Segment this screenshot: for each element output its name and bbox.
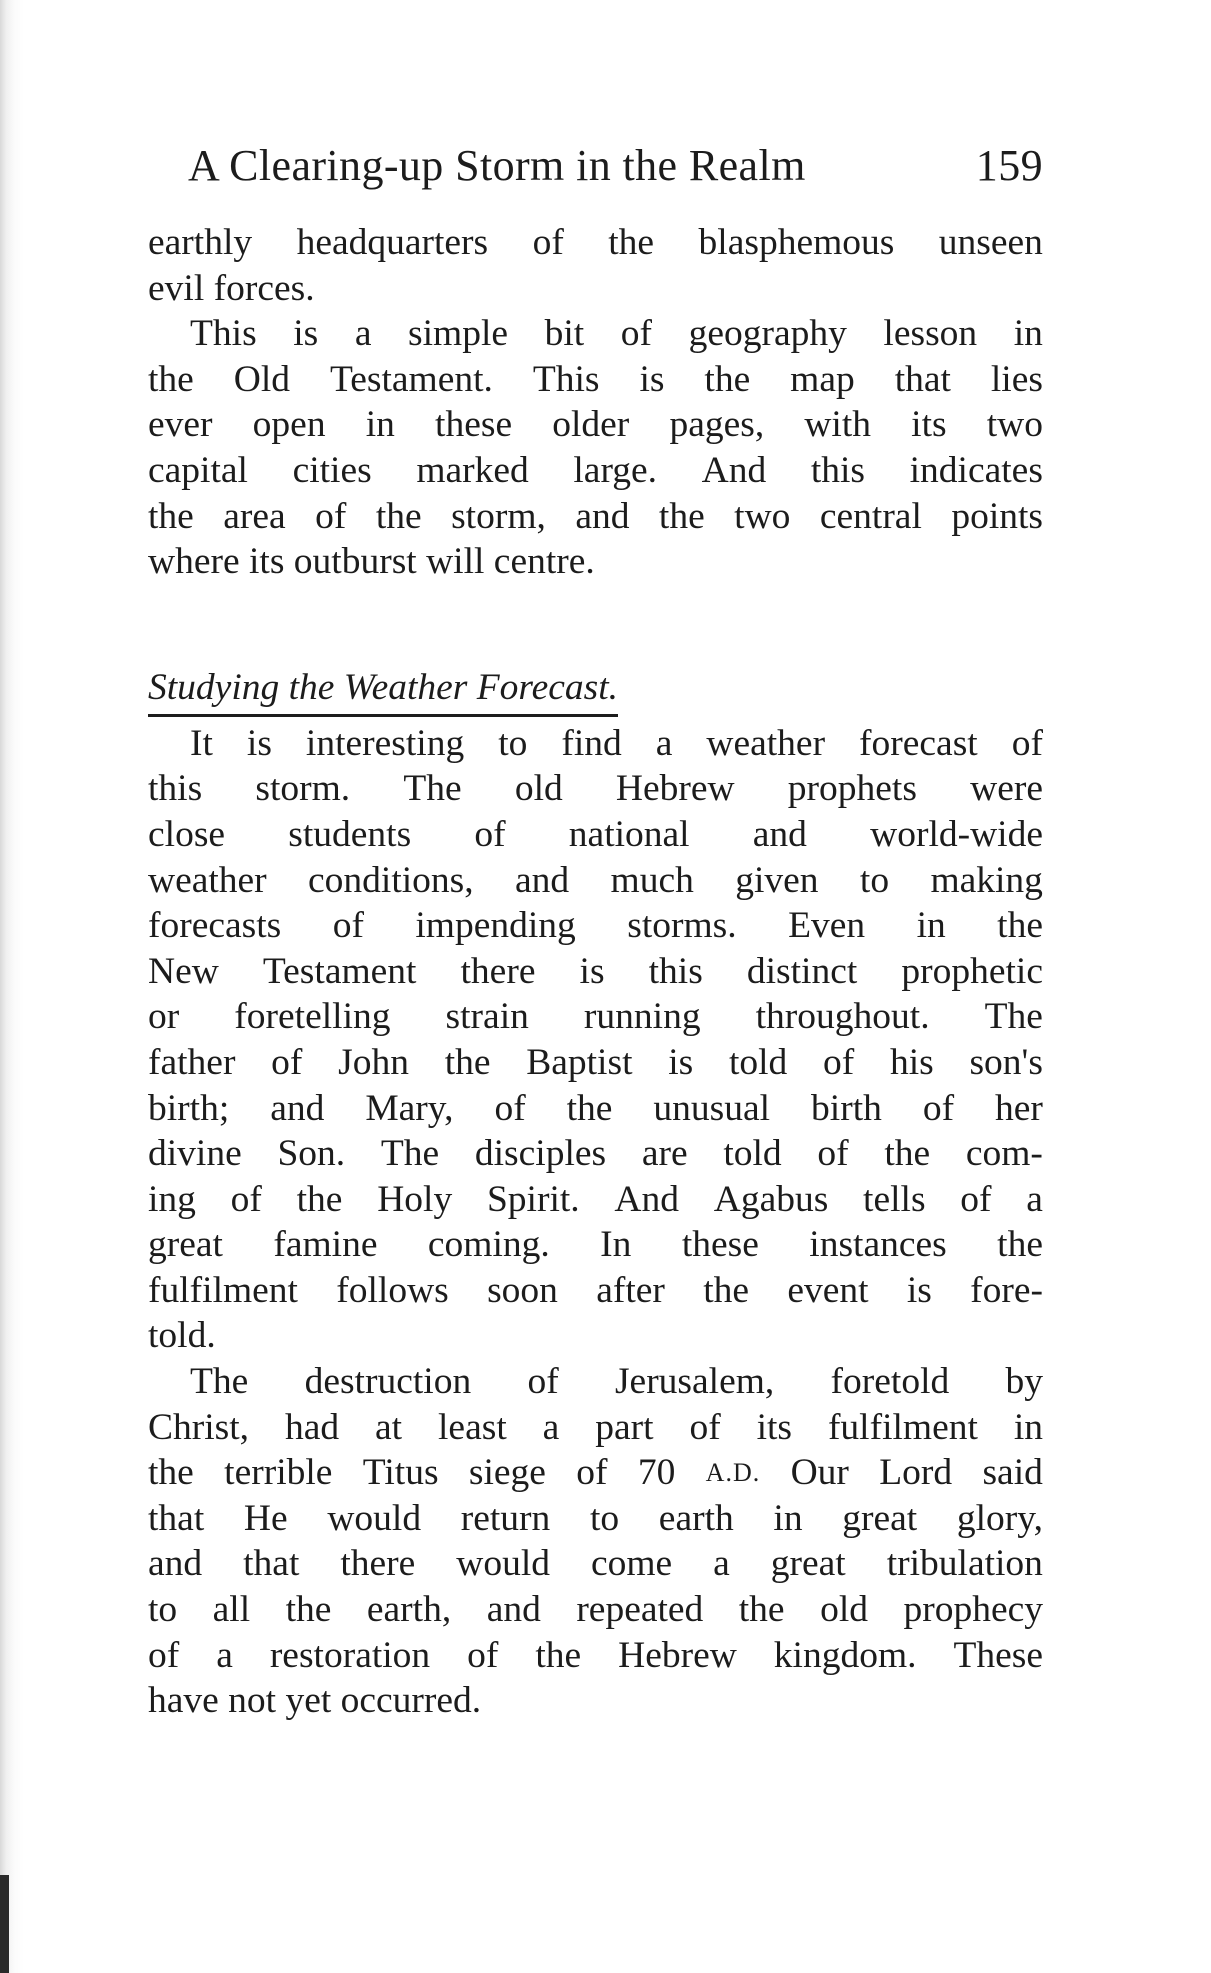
word: prophetic <box>901 950 1043 992</box>
word: told <box>723 1133 782 1175</box>
word: of <box>620 313 652 355</box>
word: old <box>514 768 563 810</box>
word: Titus <box>362 1452 439 1494</box>
word: follows <box>336 1269 449 1311</box>
word: strain <box>445 996 529 1038</box>
word: the <box>608 222 655 263</box>
word: find <box>561 722 622 764</box>
word: to <box>859 859 890 901</box>
word: Agabus <box>713 1178 829 1220</box>
word: with <box>804 404 872 446</box>
word: Old <box>233 358 291 400</box>
word: earth <box>658 1497 734 1539</box>
word: students <box>288 813 412 855</box>
word: open <box>252 404 326 446</box>
text-line <box>148 494 1043 540</box>
word: in <box>916 905 946 947</box>
text-line <box>148 1496 1043 1542</box>
word: said <box>982 1452 1043 1494</box>
word: cities <box>292 449 372 491</box>
word: The <box>403 768 462 810</box>
word: John <box>338 1041 409 1083</box>
word: is <box>668 1041 694 1083</box>
word: geography <box>688 313 847 355</box>
word: unusual <box>653 1087 771 1129</box>
text-line <box>148 402 1043 448</box>
text-line <box>148 357 1043 403</box>
word: of <box>1011 722 1043 764</box>
word: is <box>639 358 665 400</box>
word: or <box>148 996 180 1038</box>
word: Baptist <box>526 1041 633 1083</box>
word: running <box>583 996 701 1038</box>
word: to <box>589 1497 620 1539</box>
word: would <box>327 1497 422 1539</box>
word: forecast <box>859 722 978 764</box>
word: are <box>641 1133 688 1175</box>
word: that <box>894 358 951 400</box>
word: famine <box>273 1224 378 1266</box>
word: And <box>701 449 767 491</box>
word: two <box>734 495 791 537</box>
word: is <box>293 313 319 355</box>
word: and <box>486 1589 541 1631</box>
word: fore- <box>970 1269 1043 1311</box>
word: restoration <box>269 1634 431 1676</box>
word: of <box>960 1178 992 1220</box>
text-line <box>148 1450 1043 1496</box>
section-heading <box>148 665 1043 721</box>
word: there <box>340 1543 416 1585</box>
word: and <box>575 495 630 537</box>
word: return <box>460 1497 551 1539</box>
word: Mary, <box>365 1087 454 1129</box>
page-body <box>148 220 1043 1724</box>
word: soon <box>487 1269 558 1311</box>
section-gap <box>148 585 1043 665</box>
word: were <box>970 768 1043 810</box>
word: throughout. <box>755 996 930 1038</box>
text-line <box>148 949 1043 995</box>
text-line: have not yet occurred. <box>148 1680 482 1722</box>
word: a <box>542 1406 560 1448</box>
word: lesson <box>883 313 978 355</box>
section-heading-text: Studying the Weather Forecast. <box>148 665 618 718</box>
word: foretelling <box>234 996 391 1038</box>
text-line <box>148 1222 1043 1268</box>
word: father <box>148 1041 236 1083</box>
word: the <box>703 1269 750 1311</box>
word: of <box>467 1634 499 1676</box>
word: the <box>285 1589 332 1631</box>
word: birth <box>811 1087 882 1129</box>
word: Lord <box>879 1452 953 1494</box>
word: prophets <box>787 768 917 810</box>
word: Our <box>790 1452 849 1494</box>
word: had <box>284 1406 340 1448</box>
word: the <box>444 1041 491 1083</box>
word: this <box>810 449 866 491</box>
word: This <box>190 313 257 355</box>
page-number: 159 <box>975 141 1043 190</box>
word: of <box>230 1178 262 1220</box>
word: the <box>566 1087 613 1129</box>
word: indicates <box>909 449 1043 491</box>
word: in <box>365 404 395 446</box>
word: of <box>332 905 364 947</box>
word: much <box>610 859 694 901</box>
word: the <box>535 1634 582 1676</box>
word: making <box>930 859 1043 901</box>
text-line <box>148 311 1043 357</box>
text-line <box>148 858 1043 904</box>
word: New <box>148 950 219 992</box>
text-line <box>148 903 1043 949</box>
word: Hebrew <box>618 1634 737 1676</box>
word: this <box>648 950 703 992</box>
word: given <box>735 859 819 901</box>
word: these <box>435 404 513 446</box>
word: lies <box>990 358 1043 400</box>
word: and <box>270 1087 325 1129</box>
word: com- <box>965 1133 1043 1175</box>
word: earth, <box>366 1589 452 1631</box>
word: a <box>713 1543 730 1585</box>
word: least <box>438 1406 507 1448</box>
word: forecasts <box>148 905 282 947</box>
word: told <box>728 1041 788 1083</box>
word: of <box>576 1452 608 1494</box>
text-line: told. <box>148 1315 216 1357</box>
word: in <box>773 1497 803 1539</box>
text-line <box>148 994 1043 1040</box>
text-line <box>148 812 1043 858</box>
word: glory, <box>956 1497 1043 1539</box>
word: headquarters <box>296 222 489 263</box>
word: and <box>515 859 570 901</box>
running-head <box>188 140 1043 196</box>
word: fulfilment <box>148 1269 298 1311</box>
word: a <box>1026 1178 1043 1220</box>
word: come <box>590 1543 673 1585</box>
word: weather <box>148 859 267 901</box>
word: is <box>906 1269 932 1311</box>
word: interesting <box>305 722 465 764</box>
word: And <box>614 1178 679 1220</box>
word: terrible <box>224 1452 333 1494</box>
word: ing <box>148 1178 196 1220</box>
word: marked <box>416 449 529 491</box>
running-title: A Clearing-up Storm in the Realm <box>188 141 806 190</box>
word: storms. <box>627 905 737 947</box>
word: great <box>770 1543 846 1585</box>
word: The <box>380 1133 440 1175</box>
word: and <box>148 1543 203 1585</box>
text-line <box>148 1040 1043 1086</box>
word: older <box>552 404 630 446</box>
word: prophecy <box>903 1589 1043 1631</box>
word: a <box>354 313 372 355</box>
word: great <box>148 1224 223 1266</box>
word: of <box>148 1634 180 1676</box>
word: large. <box>573 449 658 491</box>
word: impending <box>415 905 576 947</box>
word: points <box>951 495 1043 537</box>
word: of <box>689 1406 721 1448</box>
word: is <box>579 950 605 992</box>
word: weather <box>706 722 826 764</box>
word: a <box>216 1634 233 1676</box>
word: close <box>148 813 226 855</box>
word: The <box>984 996 1043 1038</box>
word: of <box>494 1087 526 1129</box>
word: the <box>296 1178 343 1220</box>
word: of <box>527 1361 559 1403</box>
word: of <box>823 1041 855 1083</box>
word: the <box>658 495 705 537</box>
word: birth; <box>148 1087 230 1129</box>
word: these <box>681 1224 759 1266</box>
word: this <box>148 768 203 810</box>
word: the <box>148 1452 194 1494</box>
word: to <box>498 722 528 764</box>
word: the <box>997 905 1043 947</box>
word: old <box>820 1589 868 1631</box>
word: the <box>997 1224 1043 1266</box>
word: Son. <box>277 1133 346 1175</box>
word: storm, <box>451 495 546 537</box>
word: bit <box>544 313 585 355</box>
word: capital <box>148 449 248 491</box>
text-line <box>148 448 1043 494</box>
word: its <box>756 1406 793 1448</box>
word: blasphemous <box>698 222 895 263</box>
word: simple <box>408 313 509 355</box>
word: of <box>922 1087 955 1129</box>
word: national <box>568 813 690 855</box>
word: siege <box>468 1452 546 1494</box>
word: in <box>1013 1406 1043 1448</box>
word: part <box>595 1406 654 1448</box>
word: his <box>889 1041 934 1083</box>
word: the <box>148 495 194 537</box>
word: Hebrew <box>615 768 735 810</box>
word: of <box>271 1041 303 1083</box>
word: He <box>243 1497 288 1539</box>
word: instances <box>809 1224 947 1266</box>
word: coming. <box>427 1224 550 1266</box>
word: Jerusalem, <box>614 1361 775 1403</box>
word: kingdom. <box>773 1634 917 1676</box>
word: 70 <box>637 1452 676 1494</box>
word: a <box>655 722 673 764</box>
word: of <box>474 813 506 855</box>
text-line <box>148 721 1043 767</box>
word: of <box>532 222 564 263</box>
word: central <box>819 495 922 537</box>
word: pages, <box>669 404 765 446</box>
word: her <box>995 1087 1043 1129</box>
word: in <box>1013 313 1043 355</box>
word: area <box>223 495 286 537</box>
word: Spirit. <box>486 1178 580 1220</box>
word: Holy <box>377 1178 453 1220</box>
binding-edge <box>0 1875 9 1973</box>
word: These <box>953 1634 1043 1676</box>
word: of <box>817 1133 849 1175</box>
word: and <box>752 813 807 855</box>
word: the <box>148 358 194 400</box>
text-line <box>148 1268 1043 1314</box>
word: divine <box>148 1133 242 1175</box>
word: A.D. <box>705 1458 761 1488</box>
word: tribulation <box>886 1543 1043 1585</box>
word: destruction <box>304 1361 472 1403</box>
word: all <box>212 1589 251 1631</box>
word: Even <box>788 905 866 947</box>
word: son's <box>969 1041 1043 1083</box>
word: to <box>148 1589 178 1631</box>
word: after <box>596 1269 665 1311</box>
word: two <box>986 404 1043 446</box>
word: the <box>884 1133 931 1175</box>
word: at <box>375 1406 403 1448</box>
text-line <box>148 1131 1043 1177</box>
text-line <box>148 1177 1043 1223</box>
text-line: evil forces. <box>148 267 315 309</box>
word: earthly <box>148 222 253 263</box>
word: that <box>148 1497 205 1539</box>
text-line <box>148 1405 1043 1451</box>
text-line <box>148 1587 1043 1633</box>
text-line <box>148 1359 1043 1405</box>
text-line <box>148 1633 1043 1679</box>
word: Testament. <box>329 358 493 400</box>
word: the <box>738 1589 785 1631</box>
text-line: where its outburst will centre. <box>148 541 595 583</box>
word: there <box>460 950 536 992</box>
word: It <box>190 722 213 764</box>
word: distinct <box>746 950 858 992</box>
text-line <box>148 766 1043 812</box>
text-line <box>148 1086 1043 1132</box>
word: tells <box>863 1178 926 1220</box>
word: Christ, <box>148 1406 250 1448</box>
word: would <box>456 1543 550 1585</box>
word: is <box>246 722 272 764</box>
word: its <box>911 404 947 446</box>
word: world-wide <box>870 813 1043 855</box>
word: The <box>190 1361 249 1403</box>
word: disciples <box>474 1133 607 1175</box>
word: map <box>790 358 855 400</box>
word: ever <box>148 404 213 446</box>
word: repeated <box>576 1589 704 1631</box>
word: great <box>842 1497 918 1539</box>
text-line <box>148 1541 1043 1587</box>
word: storm. <box>255 768 351 810</box>
page-gutter-shadow <box>0 0 24 1973</box>
word: unseen <box>938 222 1043 263</box>
word: In <box>600 1224 632 1266</box>
text-line <box>148 220 1043 266</box>
word: the <box>704 358 751 400</box>
word: of <box>315 495 347 537</box>
word: that <box>243 1543 300 1585</box>
word: the <box>375 495 422 537</box>
word: foretold <box>830 1361 950 1403</box>
word: event <box>787 1269 869 1311</box>
word: by <box>1005 1361 1043 1403</box>
word: This <box>532 358 600 400</box>
word: Testament <box>262 950 417 992</box>
word: conditions, <box>308 859 474 901</box>
word: fulfilment <box>827 1406 978 1448</box>
